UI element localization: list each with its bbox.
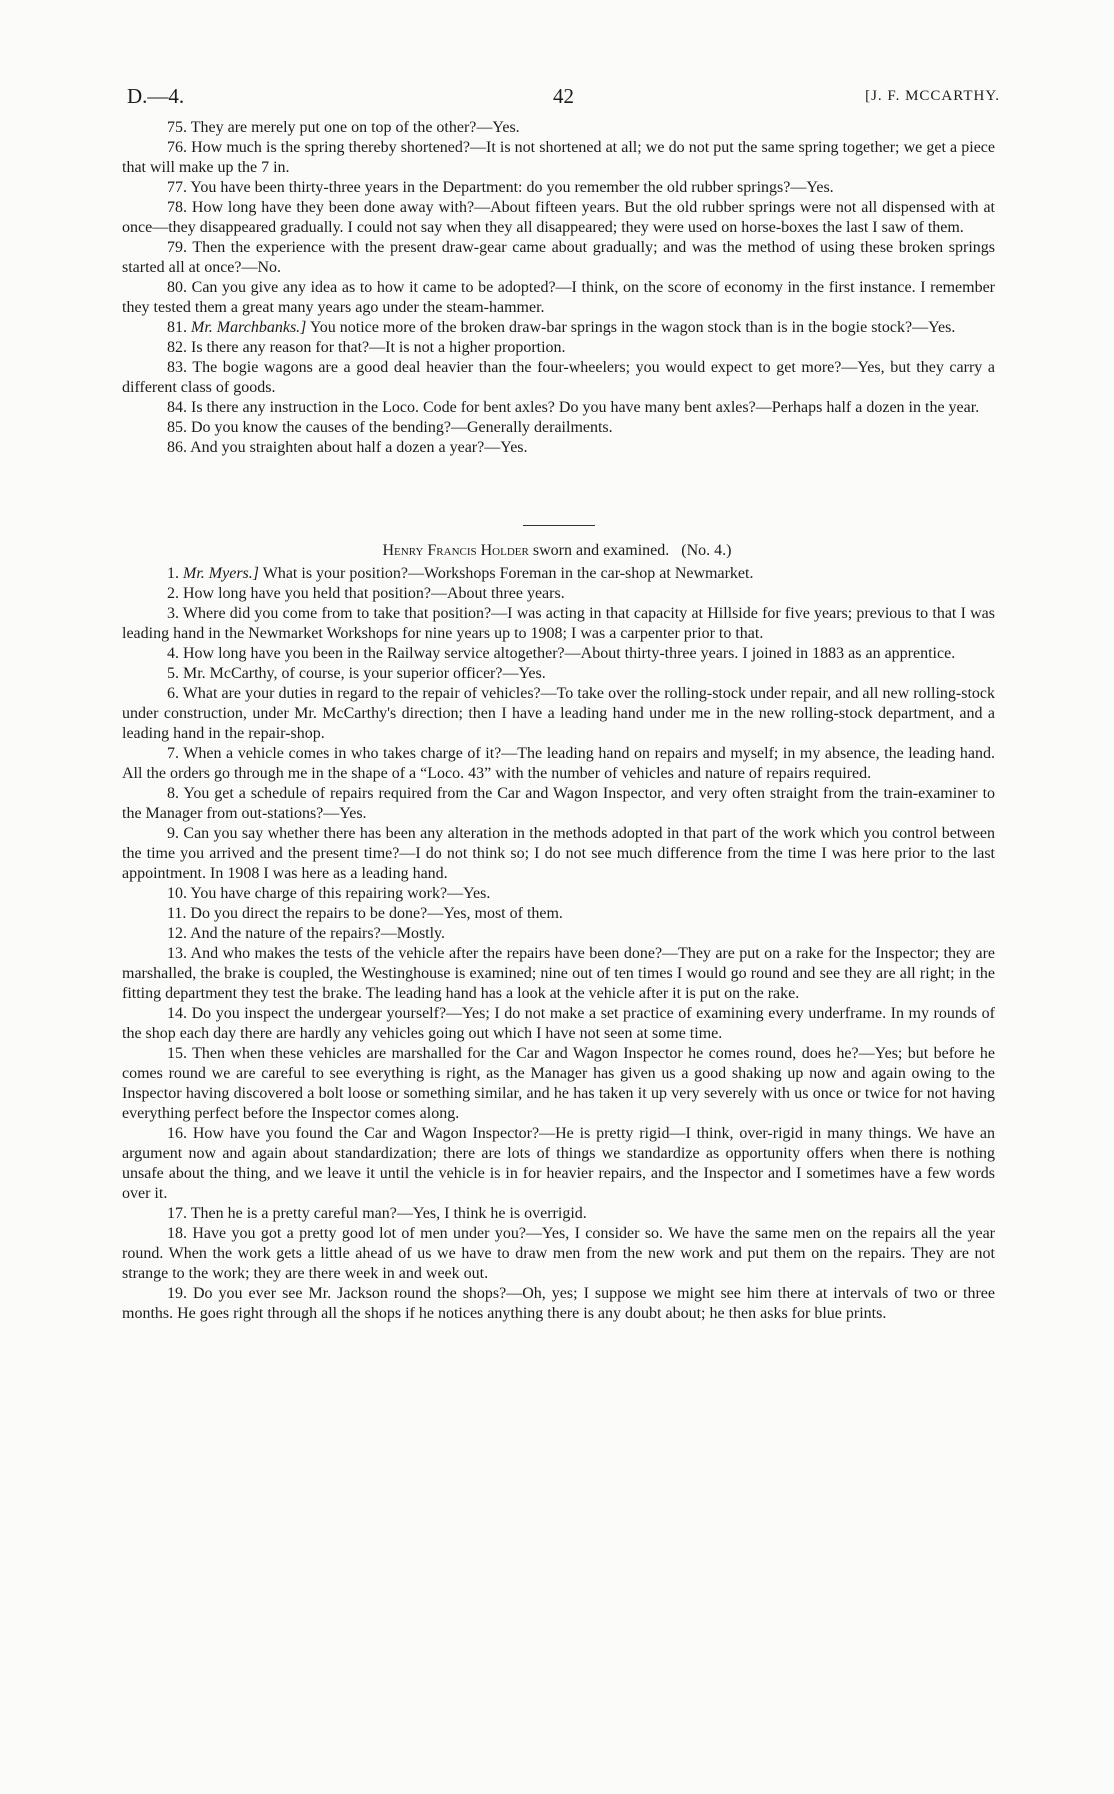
question-paragraph (122, 118, 995, 138)
question-number: 8. (167, 785, 179, 802)
question-number: 12. (167, 925, 187, 942)
question-number: 85. (167, 419, 187, 436)
question-text: And you straighten about half a dozen a year?—Yes. (190, 439, 528, 456)
question-paragraph (122, 644, 995, 664)
question-text: They are merely put one on top of the other?—Yes. (190, 119, 520, 136)
question-number: 5. (167, 665, 179, 682)
question-paragraph (122, 784, 995, 824)
question-text: The bogie wagons are a good deal heavier than the four-wheelers; you would expect to get more?—Yes, but they carry a different class of goods. (122, 359, 995, 396)
question-paragraph (122, 744, 995, 784)
question-paragraph (122, 584, 995, 604)
question-paragraph (122, 604, 995, 644)
question-number: 16. (167, 1125, 187, 1142)
question-number: 4. (167, 645, 179, 662)
question-text: You get a schedule of repairs required from the Car and Wagon Inspector, and very often straight from the train-examiner to the Manager from out-stations?—Yes. (122, 785, 996, 822)
question-paragraph (122, 1284, 995, 1324)
question-text: Where did you come from to take that position?—I was acting in that capacity at Hillside for five years; previous to that I was leading hand in the Newmarket Workshops for nine years up to 1908; I was a carpenter prior to that. (122, 605, 995, 642)
page-header (127, 84, 1000, 112)
witness-heading (0, 541, 1114, 561)
question-number: 3. (167, 605, 179, 622)
question-paragraph (122, 198, 995, 238)
question-number: 11. (167, 905, 187, 922)
question-number: 77. (167, 179, 187, 196)
question-text: How much is the spring thereby shortened?—It is not shortened at all; we do not put the same spring together; we get a piece that will make up the 7 in. (122, 139, 996, 176)
question-text: Do you direct the repairs to be done?—Yes, most of them. (190, 905, 563, 922)
question-text: Do you know the causes of the bending?—Generally derailments. (191, 419, 613, 436)
question-paragraph (122, 318, 995, 338)
question-text: Then when these vehicles are marshalled for the Car and Wagon Inspector he comes round, does he?—Yes; but before he comes round we are careful to see everything is right, as the Manager has given us a good shaking up now and again owing to the Inspector having discovered a bolt loose or something similar, and he has taken it up very severely with us once or twice for not having everything perfect before the Inspector comes along. (122, 1045, 995, 1122)
speaker-name: Mr. Myers.] (183, 565, 259, 582)
question-paragraph (122, 904, 995, 924)
witness-name: Henry Francis Holder (382, 542, 529, 559)
witness-number: (No. 4.) (681, 542, 732, 559)
testimony-section-holder (122, 564, 995, 1324)
question-number: 82. (167, 339, 187, 356)
question-number: 18. (167, 1225, 187, 1242)
witness-running-head: [J. F. MCCARTHY. (865, 88, 1000, 104)
question-number: 76. (167, 139, 187, 156)
witness-sworn-text: sworn and examined. (532, 542, 670, 559)
question-number: 13. (167, 945, 187, 962)
question-paragraph (122, 944, 995, 1004)
question-number: 80. (167, 279, 187, 296)
question-number: 78. (167, 199, 187, 216)
question-text: Then the experience with the present draw-gear came about gradually; and was the method of using these broken springs started all at once?—No. (122, 239, 995, 276)
question-number: 83. (167, 359, 187, 376)
question-number: 81. (167, 319, 187, 336)
question-text: Do you inspect the undergear yourself?—Yes; I do not make a set practice of examining every underframe. In my rounds of the shop each day there are hardly any vehicles going out which I have not seen at some time. (122, 1005, 996, 1042)
question-text: Do you ever see Mr. Jackson round the shops?—Oh, yes; I suppose we might see him there at intervals of two or three months. He goes right through all the shops if he notices anything there is any doubt about; he then asks for blue prints. (122, 1285, 996, 1322)
question-paragraph (122, 398, 995, 418)
question-paragraph (122, 1124, 995, 1204)
question-paragraph (122, 664, 995, 684)
question-text: And who makes the tests of the vehicle after the repairs have been done?—They are put on a rake for the Inspector; they are marshalled, the brake is coupled, the Westinghouse is examined; nine out of ten times I would go round and see they are all right; in the fitting department they test the brake. The leading hand has a look at the vehicle after it is put on the rake. (122, 945, 996, 1002)
question-text: Can you say whether there has been any alteration in the methods adopted in that part of the work which you control between the time you arrived and the present time?—I do not think so; I do not see much difference from the time I was here prior to the last appointment. In 1908 I was here as a leading hand. (122, 825, 996, 882)
document-reference: D.—4. (127, 84, 185, 108)
question-number: 7. (167, 745, 179, 762)
question-paragraph (122, 824, 995, 884)
question-paragraph (122, 278, 995, 318)
question-text: Is there any instruction in the Loco. Code for bent axles? Do you have many bent axles?—Perhaps half a dozen in the year. (191, 399, 980, 416)
question-text: When a vehicle comes in who takes charge of it?—The leading hand on repairs and myself; in my absence, the leading hand. All the orders go through me in the shape of a “Loco. 43” with the number of vehicles and nature of repairs required. (122, 745, 995, 782)
question-number: 17. (167, 1205, 187, 1222)
question-paragraph (122, 338, 995, 358)
question-text: How have you found the Car and Wagon Inspector?—He is pretty rigid—I think, over-rigid in many things. We have an argument now and again about standardization; there are lots of things we standardize as opportunity offers when there is nothing unsafe about the thing, and we leave it until the vehicle is in for heavier repairs, and the Inspector and I sometimes have a few words over it. (122, 1125, 995, 1202)
question-number: 1. (167, 565, 179, 582)
question-paragraph (122, 684, 995, 744)
question-paragraph (122, 238, 995, 278)
question-text: How long have you been in the Railway service altogether?—About thirty-three years. I joined in 1883 as an apprentice. (183, 645, 956, 662)
speaker-name: Mr. Marchbanks.] (191, 319, 307, 336)
question-text: And the nature of the repairs?—Mostly. (190, 925, 446, 942)
question-number: 75. (167, 119, 187, 136)
page-number: 42 (553, 84, 574, 108)
question-paragraph (122, 358, 995, 398)
question-paragraph (122, 1224, 995, 1284)
question-paragraph (122, 1044, 995, 1124)
question-paragraph (122, 564, 995, 584)
question-text: Then he is a pretty careful man?—Yes, I think he is overrigid. (190, 1205, 587, 1222)
question-paragraph (122, 1004, 995, 1044)
question-text: Can you give any idea as to how it came to be adopted?—I think, on the score of economy in the first instance. I remember they tested them a great many years ago under the steam-hammer. (122, 279, 996, 316)
question-text: You notice more of the broken draw-bar springs in the wagon stock than is in the bogie stock?—Yes. (309, 319, 956, 336)
question-text: You have charge of this repairing work?—Yes. (190, 885, 491, 902)
section-divider (523, 525, 595, 526)
question-text: How long have you held that position?—About three years. (183, 585, 565, 602)
question-number: 15. (167, 1045, 187, 1062)
question-paragraph (122, 178, 995, 198)
question-text: What are your duties in regard to the repair of vehicles?—To take over the rolling-stock under repair, and all new rolling-stock under construction, under Mr. McCarthy's direction; then I have a leading hand under me in the new rolling-stock department, and a leading hand in the repair-shop. (122, 685, 995, 742)
question-number: 10. (167, 885, 187, 902)
question-text: You have been thirty-three years in the Department: do you remember the old rubber springs?—Yes. (190, 179, 834, 196)
testimony-section-mccarthy (122, 118, 995, 458)
question-number: 2. (167, 585, 179, 602)
question-number: 9. (167, 825, 179, 842)
question-number: 84. (167, 399, 187, 416)
question-paragraph (122, 924, 995, 944)
question-text: What is your position?—Workshops Foreman in the car-shop at Newmarket. (262, 565, 754, 582)
question-paragraph (122, 138, 995, 178)
question-paragraph (122, 438, 995, 458)
question-number: 6. (167, 685, 179, 702)
question-paragraph (122, 1204, 995, 1224)
question-number: 19. (167, 1285, 187, 1302)
question-number: 14. (167, 1005, 187, 1022)
question-text: Is there any reason for that?—It is not a higher proportion. (191, 339, 566, 356)
question-paragraph (122, 418, 995, 438)
question-text: Mr. McCarthy, of course, is your superior officer?—Yes. (183, 665, 546, 682)
question-text: Have you got a pretty good lot of men under you?—Yes, I consider so. We have the same men on the repairs all the year round. When the work gets a little ahead of us we have to draw men from the new work and put them on the repairs. They are not strange to the work; they are there week in and week out. (122, 1225, 996, 1282)
question-number: 86. (167, 439, 187, 456)
question-paragraph (122, 884, 995, 904)
question-text: How long have they been done away with?—About fifteen years. But the old rubber springs were not all dispensed with at once—they disappeared gradually. I could not say when they all disappeared; they were used on horse-boxes the last I saw of them. (122, 199, 996, 236)
question-number: 79. (167, 239, 187, 256)
